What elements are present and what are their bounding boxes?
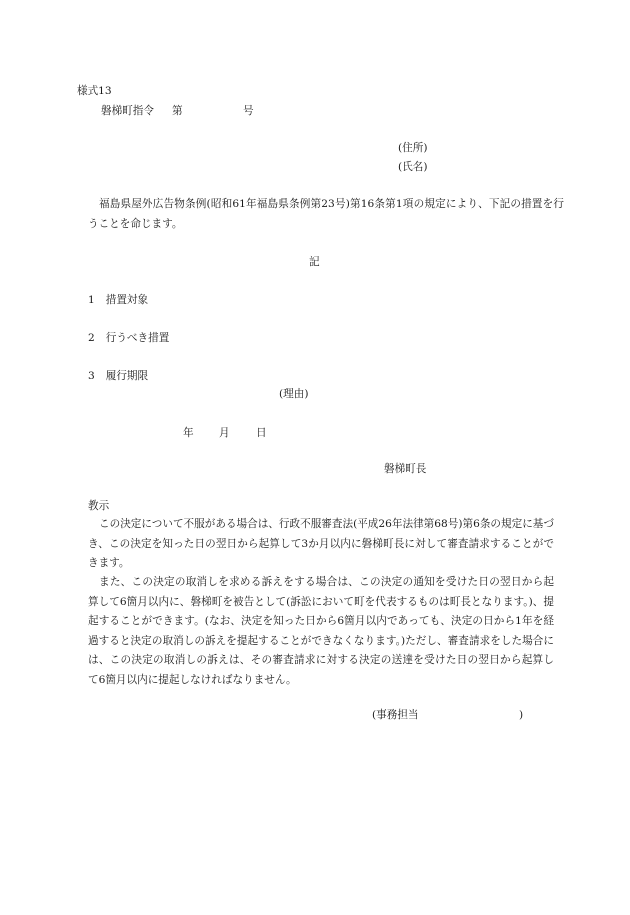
contact-open: (事務担当 xyxy=(372,709,419,721)
notice-paragraph-1: この決定について不服がある場合は、行政不服審査法(平成26年法律第68号)第6条の規定に基づき、この決定を知った日の翌日から起算して3か月以内に磐梯町長に対して審査請求することができます。 xyxy=(88,518,554,569)
item-number: 1 xyxy=(88,294,95,306)
form-number: 様式13 xyxy=(77,85,112,97)
item-label: 行うべき措置 xyxy=(105,332,170,344)
notice-heading: 教示 xyxy=(88,500,110,512)
item-2 xyxy=(88,331,169,345)
date-month: 月 xyxy=(219,427,230,439)
item-label: 履行期限 xyxy=(105,370,149,382)
name-label: (氏名) xyxy=(398,161,428,173)
date-day: 日 xyxy=(256,427,267,439)
order-go: 号 xyxy=(243,105,254,117)
ki-heading: 記 xyxy=(309,256,320,268)
notice-paragraph-2: また、この決定の取消しを求める訴えをする場合は、この決定の通知を受けた日の翌日から起算して6箇月以内に、磐梯町を被告として(訴訟において町を代表するものは町長となります。)、提起することができます。(なお、決定を知った日から6箇月以内であっても、決定の日から1年を経過すると決定の取消しの訴えを提起することができなくなります。)ただし、審査請求をした場合には、この決定の取消しの訴えは、その審査請求に対する決定の送達を受けた日の翌日から起算して6箇月以内に提起しなければなりません。 xyxy=(88,576,554,686)
item-number: 2 xyxy=(88,332,95,344)
item-number: 3 xyxy=(88,370,95,382)
issuer-name: 磐梯町長 xyxy=(384,463,427,475)
order-label: 磐梯町指令 xyxy=(101,105,154,117)
order-dai: 第 xyxy=(172,105,183,117)
item-1 xyxy=(88,293,148,307)
reason-label: (理由) xyxy=(279,388,309,400)
address-label: (住所) xyxy=(398,142,428,154)
preamble-paragraph: 福島県屋外広告物条例(昭和61年福島県条例第23号)第16条第1項の規定により、下記の措置を行うことを命じます。 xyxy=(88,198,564,230)
date-year: 年 xyxy=(183,427,194,439)
item-3 xyxy=(88,369,148,383)
contact-close: ) xyxy=(519,709,524,721)
item-label: 措置対象 xyxy=(105,294,149,306)
